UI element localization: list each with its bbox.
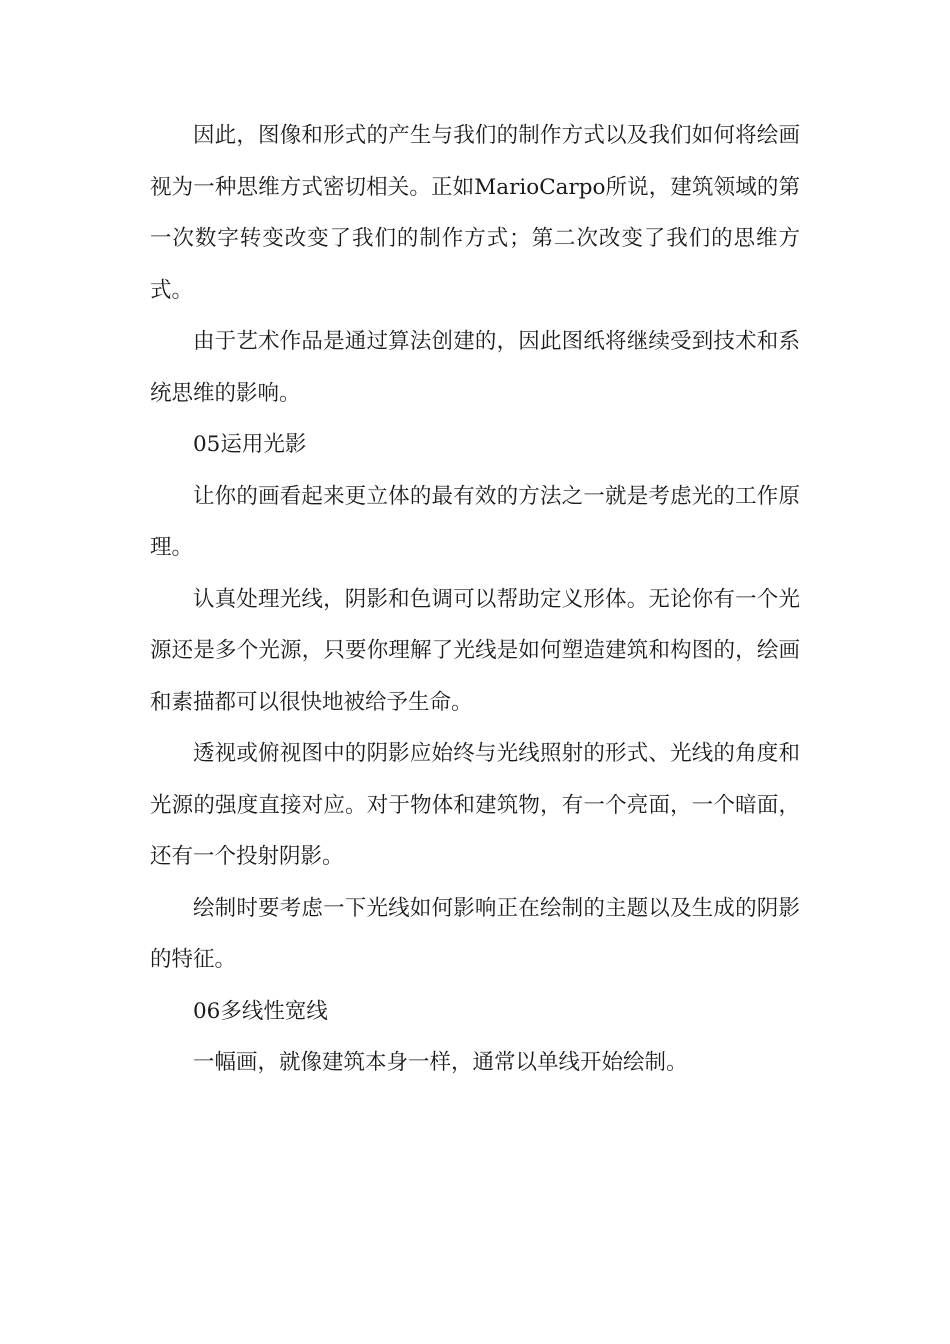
section-heading-line-weight: 06多线性宽线 <box>193 998 328 1024</box>
paragraph-single-line: 一幅画，就像建筑本身一样，通常以单线开始绘制。 <box>193 1050 688 1075</box>
paragraph-shadow-features: 绘制时要考虑一下光线如何影响正在绘制的主题以及生成的阴影的特征。 <box>150 895 800 972</box>
section-heading-light-shadow: 05运用光影 <box>193 432 307 457</box>
paragraph-light-principle: 让你的画看起来更立体的最有效的方法之一就是考虑光的工作原理。 <box>150 483 800 560</box>
paragraph-shadow-perspective: 透视或俯视图中的阴影应始终与光线照射的形式、光线的角度和光源的强度直接对应。对于物体和建筑物，有一个亮面，一个暗面，还有一个投射阴影。 <box>150 741 800 869</box>
document-body <box>150 110 800 1089</box>
paragraph-algorithm-art: 由于艺术作品是通过算法创建的，因此图纸将继续受到技术和系统思维的影响。 <box>150 329 800 406</box>
paragraph-light-tone-form: 认真处理光线，阴影和色调可以帮助定义形体。无论你有一个光源还是多个光源，只要你理解了光线是如何塑造建筑和构图的，绘画和素描都可以很快地被给予生命。 <box>150 586 800 715</box>
paragraph-intro-drawing-thinking: 因此，图像和形式的产生与我们的制作方式以及我们如何将绘画视为一种思维方式密切相关。正如MarioCarpo所说，建筑领域的第一次数字转变改变了我们的制作方式；第二次改变了我们的思维方式。 <box>150 123 800 303</box>
